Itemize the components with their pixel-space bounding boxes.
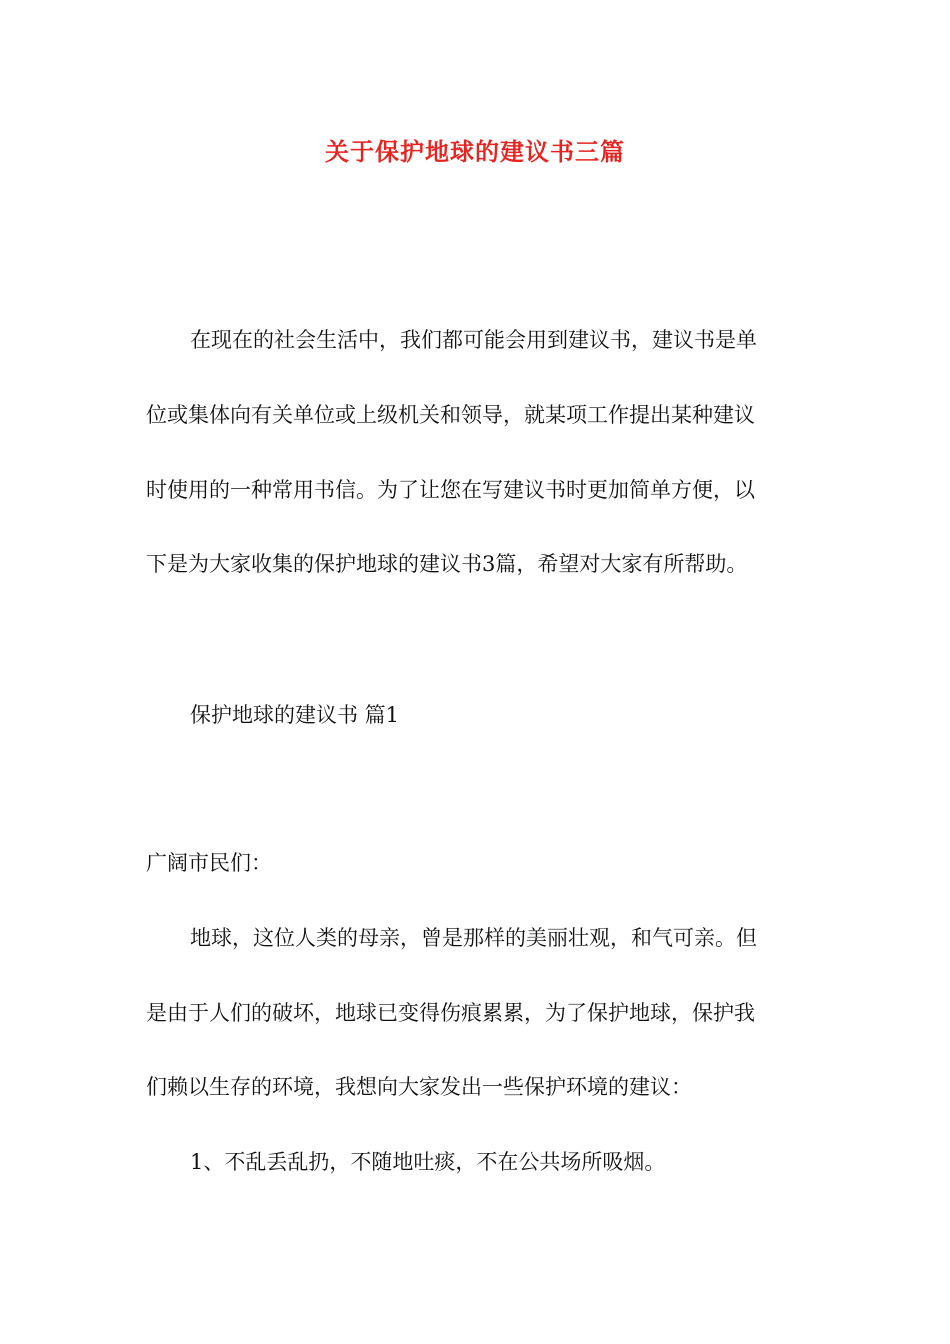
section-heading: 保护地球的建议书 篇1 [190,703,400,727]
document-title: 关于保护地球的建议书三篇 [325,137,625,166]
intro-line-3: 时使用的一种常用书信。为了让您在写建议书时更加简单方便，以 [146,478,755,502]
intro-line-4: 下是为大家收集的保护地球的建议书3篇，希望对大家有所帮助。 [146,552,748,576]
salutation: 广阔市民们： [146,851,272,875]
body-line-2: 是由于人们的破坏，地球已变得伤痕累累，为了保护地球，保护我 [146,1001,755,1025]
intro-line-1: 在现在的社会生活中，我们都可能会用到建议书，建议书是单 [190,328,757,352]
body-line-1: 地球，这位人类的母亲，曾是那样的美丽壮观，和气可亲。但 [190,926,757,950]
body-line-3: 们赖以生存的环境，我想向大家发出一些保护环境的建议： [146,1075,692,1099]
intro-line-2: 位或集体向有关单位或上级机关和领导，就某项工作提出某种建议 [146,403,755,427]
list-item-1: 1、不乱丢乱扔，不随地吐痰，不在公共场所吸烟。 [190,1150,666,1174]
